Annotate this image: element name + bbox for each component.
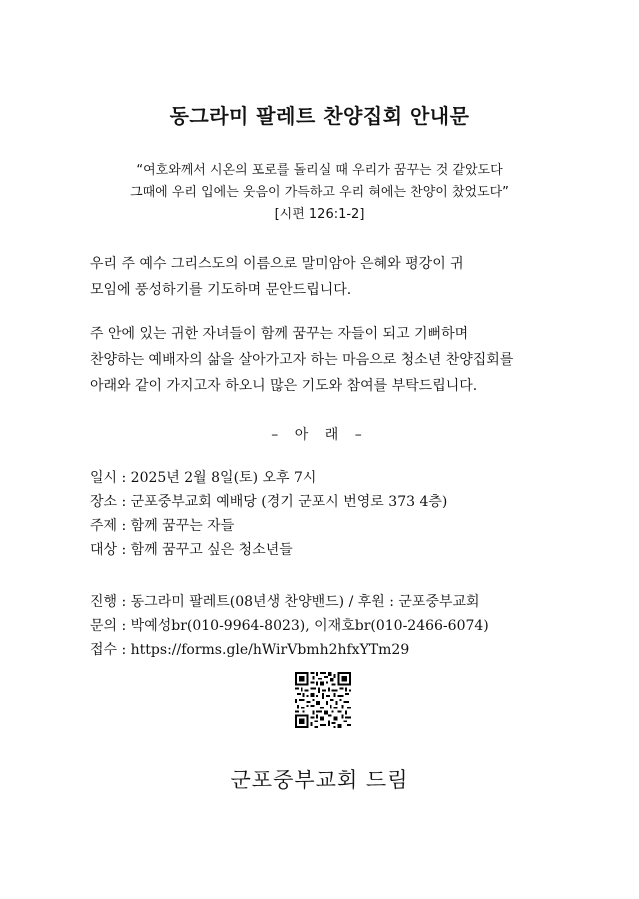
host-sponsor: 진행 : 동그라미 팔레트(08년생 찬양밴드) / 후원 : 군포중부교회 xyxy=(90,594,480,610)
invitation-line-1: 주 안에 있는 귀한 자녀들이 함께 꿈꾸는 자들이 되고 기뻐하며 xyxy=(90,326,469,342)
event-place: 장소 : 군포중부교회 예배당 (경기 군포시 번영로 373 4층) xyxy=(90,494,448,510)
qr-code-icon[interactable] xyxy=(295,672,351,728)
event-date: 일시 : 2025년 2월 8일(토) 오후 7시 xyxy=(90,470,317,486)
verse-line-2: 그때에 우리 입에는 웃음이 가득하고 우리 혀에는 찬양이 찼었도다” xyxy=(130,185,509,200)
contact-details xyxy=(90,590,489,662)
registration-link[interactable]: 접수 : https://forms.gle/hWirVbmh2hfxYTm29 xyxy=(90,642,410,658)
invitation-line-3: 아래와 같이 가지고자 하오니 많은 기도와 참여를 부탁드립니다. xyxy=(90,378,478,394)
invitation-line-2: 찬양하는 예배자의 삶을 살아가고자 하는 마음으로 청소년 찬양집회를 xyxy=(90,352,514,368)
greeting-line-1: 우리 주 예수 그리스도의 이름으로 말미암아 은혜와 평강이 귀 xyxy=(90,256,464,272)
scripture-verse xyxy=(0,160,639,226)
greeting-line-2: 모임에 풍성하기를 기도하며 문안드립니다. xyxy=(90,282,352,298)
event-details xyxy=(90,466,447,562)
signature: 군포중부교회 드림 xyxy=(230,768,409,792)
event-audience: 대상 : 함께 꿈꾸고 싶은 청소년들 xyxy=(90,542,293,558)
document-title: 동그라미 팔레트 찬양집회 안내문 xyxy=(169,104,470,128)
event-theme: 주제 : 함께 꿈꾸는 자들 xyxy=(90,518,235,534)
invitation-paragraph xyxy=(90,321,552,399)
verse-line-1: “여호와께서 시온의 포로를 돌리실 때 우리가 꿈꾸는 것 같았도다 xyxy=(136,163,503,178)
verse-reference: [시편 126:1-2] xyxy=(274,207,365,222)
greeting-paragraph xyxy=(90,251,552,303)
section-heading: – 아 래 – xyxy=(271,427,368,443)
inquiry-contacts: 문의 : 박예성br(010-9964-8023), 이재호br(010-2466-6074) xyxy=(90,618,489,634)
